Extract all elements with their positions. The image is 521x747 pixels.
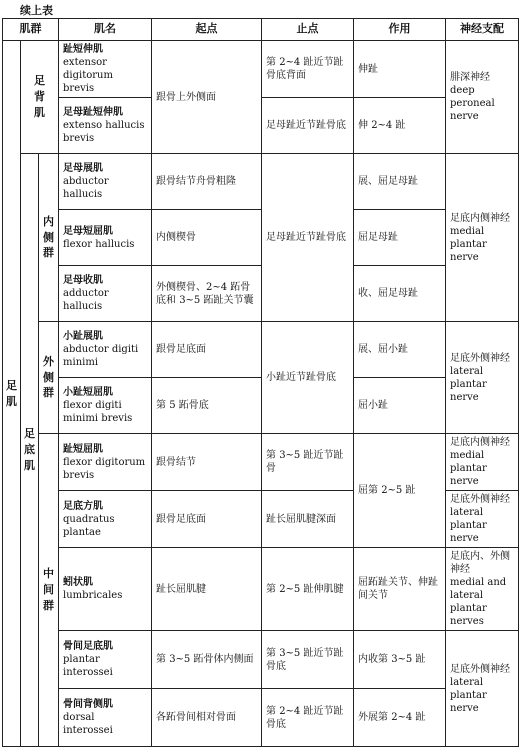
group-dorsum: 足背肌	[21, 41, 59, 154]
table-row	[3, 378, 519, 434]
header-origin: 起点	[152, 19, 262, 41]
insertion-cell: 小趾近节趾骨底	[262, 322, 354, 434]
muscle-name: 足母展肌 abductor hallucis	[59, 154, 152, 210]
action-cell: 展、屈足母趾	[354, 154, 446, 210]
insertion-cell: 第 2~5 趾伸肌腱	[262, 548, 354, 631]
header-group: 肌群	[3, 19, 59, 41]
action-cell: 屈跖趾关节、伸趾间关节	[354, 548, 446, 631]
muscle-name: 小趾短屈肌 flexor digiti minimi brevis	[59, 378, 152, 434]
group-sole: 足底肌	[21, 154, 39, 747]
group-medial: 内侧群	[39, 154, 59, 322]
action-cell: 屈第 2~5 趾	[354, 434, 446, 548]
origin-cell: 跟骨结节舟骨粗隆	[152, 154, 262, 210]
action-cell: 伸趾	[354, 41, 446, 98]
group-lateral: 外侧群	[39, 322, 59, 434]
muscle-name: 趾短屈肌 flexor digitorum brevis	[59, 434, 152, 491]
nerve-cell: 足底外侧神经 lateral plantar nerve	[446, 491, 519, 548]
header-insertion: 止点	[262, 19, 354, 41]
header-row	[3, 19, 519, 41]
muscle-name: 蚓状肌 lumbricales	[59, 548, 152, 631]
insertion-cell: 第 2~4 趾近节趾骨底	[262, 689, 354, 747]
origin-cell: 内侧楔骨	[152, 210, 262, 266]
origin-cell: 跟骨足底面	[152, 322, 262, 378]
origin-cell: 趾长屈肌腱	[152, 548, 262, 631]
insertion-cell: 足母趾近节趾骨底	[262, 154, 354, 322]
muscle-name: 趾短伸肌 extensor digitorum brevis	[59, 41, 152, 98]
action-cell: 屈足母趾	[354, 210, 446, 266]
insertion-cell: 足母趾近节趾骨底	[262, 98, 354, 154]
table-row	[3, 434, 519, 491]
table-caption: 续上表	[20, 4, 53, 17]
table-row	[3, 322, 519, 378]
group-middle: 中间群	[39, 434, 59, 747]
origin-cell: 第 5 跖骨底	[152, 378, 262, 434]
muscle-name: 足底方肌 quadratus plantae	[59, 491, 152, 548]
nerve-cell: 足底内、外侧神经 medial and lateral plantar nerves	[446, 548, 519, 631]
header-name: 肌名	[59, 19, 152, 41]
table-row	[3, 266, 519, 322]
insertion-cell: 第 3~5 趾近节趾骨底	[262, 631, 354, 689]
nerve-cell: 足底内侧神经 medial plantar nerve	[446, 154, 519, 322]
header-action: 作用	[354, 19, 446, 41]
action-cell: 内收第 3~5 趾	[354, 631, 446, 689]
action-cell: 展、屈小趾	[354, 322, 446, 378]
nerve-cell: 腓深神经 deep peroneal nerve	[446, 41, 519, 154]
table-row	[3, 631, 519, 689]
action-cell: 伸 2~4 趾	[354, 98, 446, 154]
origin-cell: 跟骨足底面	[152, 491, 262, 548]
origin-cell: 外侧楔骨、2~4 跖骨底和 3~5 跖趾关节囊	[152, 266, 262, 322]
nerve-cell: 足底外侧神经 lateral plantar nerve	[446, 631, 519, 747]
nerve-cell: 足底内侧神经 medial plantar nerve	[446, 434, 519, 491]
table-row	[3, 548, 519, 631]
muscle-name: 足母趾短伸肌 extenso hallucis brevis	[59, 98, 152, 154]
header-nerve: 神经支配	[446, 19, 519, 41]
table-row	[3, 41, 519, 98]
nerve-cell: 足底外侧神经 lateral plantar nerve	[446, 322, 519, 434]
action-cell: 外展第 2~4 趾	[354, 689, 446, 747]
muscle-name: 足母短屈肌 flexor hallucis	[59, 210, 152, 266]
origin-cell: 跟骨上外侧面	[152, 41, 262, 154]
origin-cell: 第 3~5 跖骨体内侧面	[152, 631, 262, 689]
muscle-name: 骨间足底肌 plantar interossei	[59, 631, 152, 689]
action-cell: 屈小趾	[354, 378, 446, 434]
insertion-cell: 趾长屈肌腱深面	[262, 491, 354, 548]
muscle-name: 足母收肌 adductor hallucis	[59, 266, 152, 322]
group-foot: 足肌	[3, 41, 21, 747]
action-cell: 收、屈足母趾	[354, 266, 446, 322]
muscle-name: 骨间背侧肌 dorsal interossei	[59, 689, 152, 747]
table-row	[3, 210, 519, 266]
origin-cell: 跟骨结节	[152, 434, 262, 491]
insertion-cell: 第 2~4 趾近节趾骨底背面	[262, 41, 354, 98]
origin-cell: 各跖骨间相对骨面	[152, 689, 262, 747]
foot-muscles-table	[2, 18, 519, 747]
insertion-cell: 第 3~5 趾近节趾骨	[262, 434, 354, 491]
table-row	[3, 689, 519, 747]
table-row	[3, 154, 519, 210]
muscle-name: 小趾展肌 abductor digiti minimi	[59, 322, 152, 378]
